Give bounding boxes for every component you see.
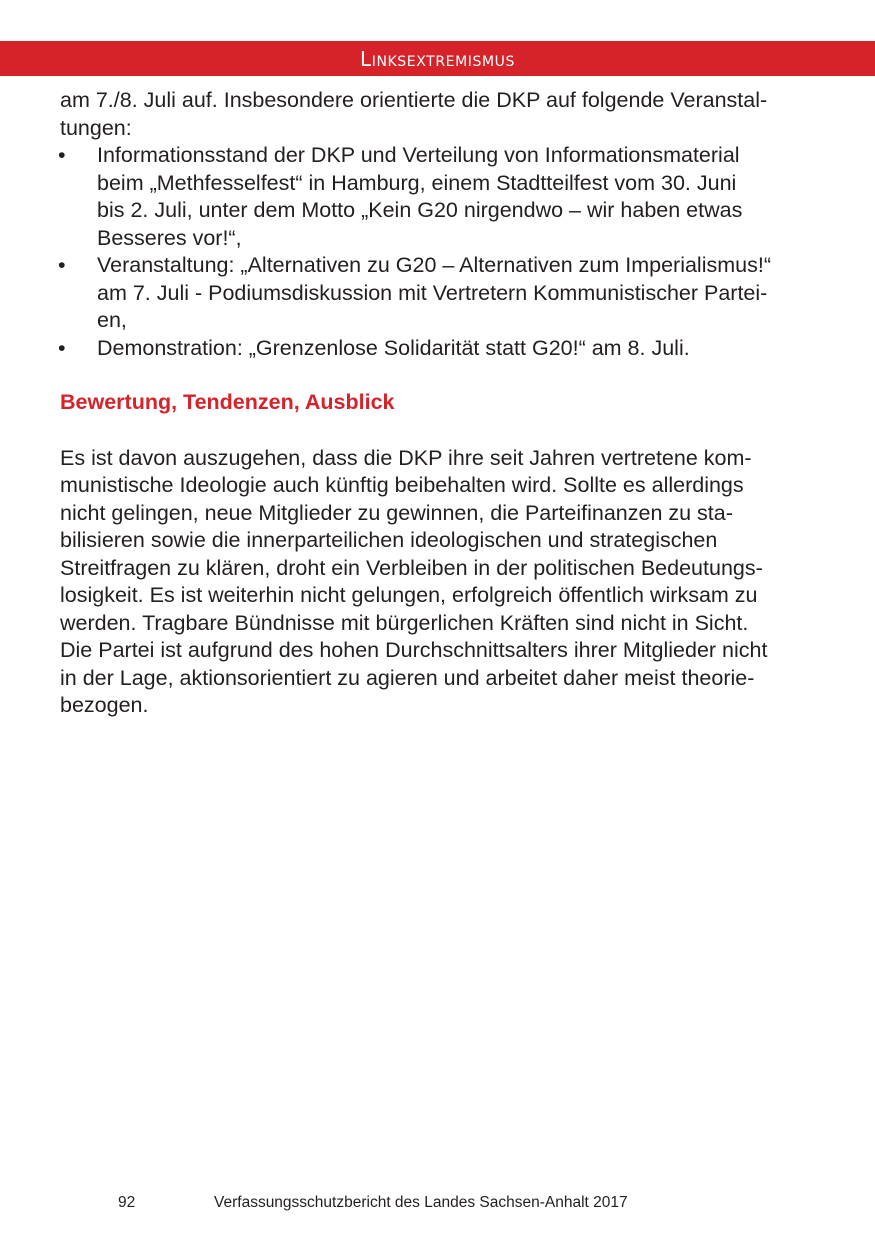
chapter-header-bar [0,41,875,76]
paragraph-line: Die Partei ist aufgrund des hohen Durchschnittsalters ihrer Mitglieder nicht [60,638,768,662]
page-number: 92 [118,1194,136,1211]
paragraph-line: nicht gelingen, neue Mitglieder zu gewinnen, die Parteifinanzen zu sta- [60,500,733,525]
list-item-line: Informationsstand der DKP und Verteilung von Informationsmaterial [97,143,740,167]
list-item-line: bis 2. Juli, unter dem Motto „Kein G20 nirgendwo – wir haben etwas [97,198,743,222]
paragraph-line: bezogen. [60,693,149,717]
intro-paragraph [60,87,820,142]
bullet-icon: • [58,335,66,360]
chapter-title: Linksextremismus [359,47,516,71]
assessment-paragraph [60,445,820,720]
paragraph-line: werden. Tragbare Bündnisse mit bürgerlichen Kräften sind nicht in Sicht. [60,610,749,635]
publication-title: Verfassungsschutzbericht des Landes Sachsen-Anhalt 2017 [214,1194,628,1211]
paragraph-line: in der Lage, aktionsorientiert zu agieren und arbeitet daher meist theorie- [60,665,755,690]
list-item-line: Veranstaltung: „Alternativen zu G20 – Alternativen zum Imperialismus!“ [97,253,771,277]
list-item-line: Besseres vor!“, [97,225,242,250]
paragraph-line: bilisieren sowie die innerparteilichen ideologischen und strategischen [60,528,718,552]
list-item-line: am 7. Juli - Podiumsdiskussion mit Vertretern Kommunistischer Partei- [97,280,768,305]
page-content [60,87,820,720]
event-list [60,142,820,362]
list-item-line: beim „Methfesselfest“ in Hamburg, einem Stadtteilfest vom 30. Juni [97,170,737,195]
bullet-icon: • [58,143,66,167]
paragraph-line: munistische Ideologie auch künftig beibehalten wird. Sollte es allerdings [60,473,744,497]
section-heading: Bewertung, Tendenzen, Ausblick [60,390,395,414]
list-item-line: en, [97,308,127,332]
intro-line: am 7./8. Juli auf. Insbesondere orientierte die DKP auf folgende Veranstal- [60,88,768,112]
list-item [60,252,820,335]
paragraph-line: losigkeit. Es ist weiterhin nicht gelungen, erfolgreich öffentlich wirksam zu [60,583,758,607]
list-item [60,335,820,363]
paragraph-line: Es ist davon auszugehen, dass die DKP ihre seit Jahren vertretene kom- [60,445,752,470]
paragraph-line: Streitfragen zu klären, droht ein Verbleiben in der politischen Bedeutungs- [60,555,763,580]
bullet-icon: • [58,253,66,277]
intro-line: tungen: [60,115,132,140]
list-item-line: Demonstration: „Grenzenlose Solidarität statt G20!“ am 8. Juli. [97,335,690,360]
list-item [60,142,820,252]
